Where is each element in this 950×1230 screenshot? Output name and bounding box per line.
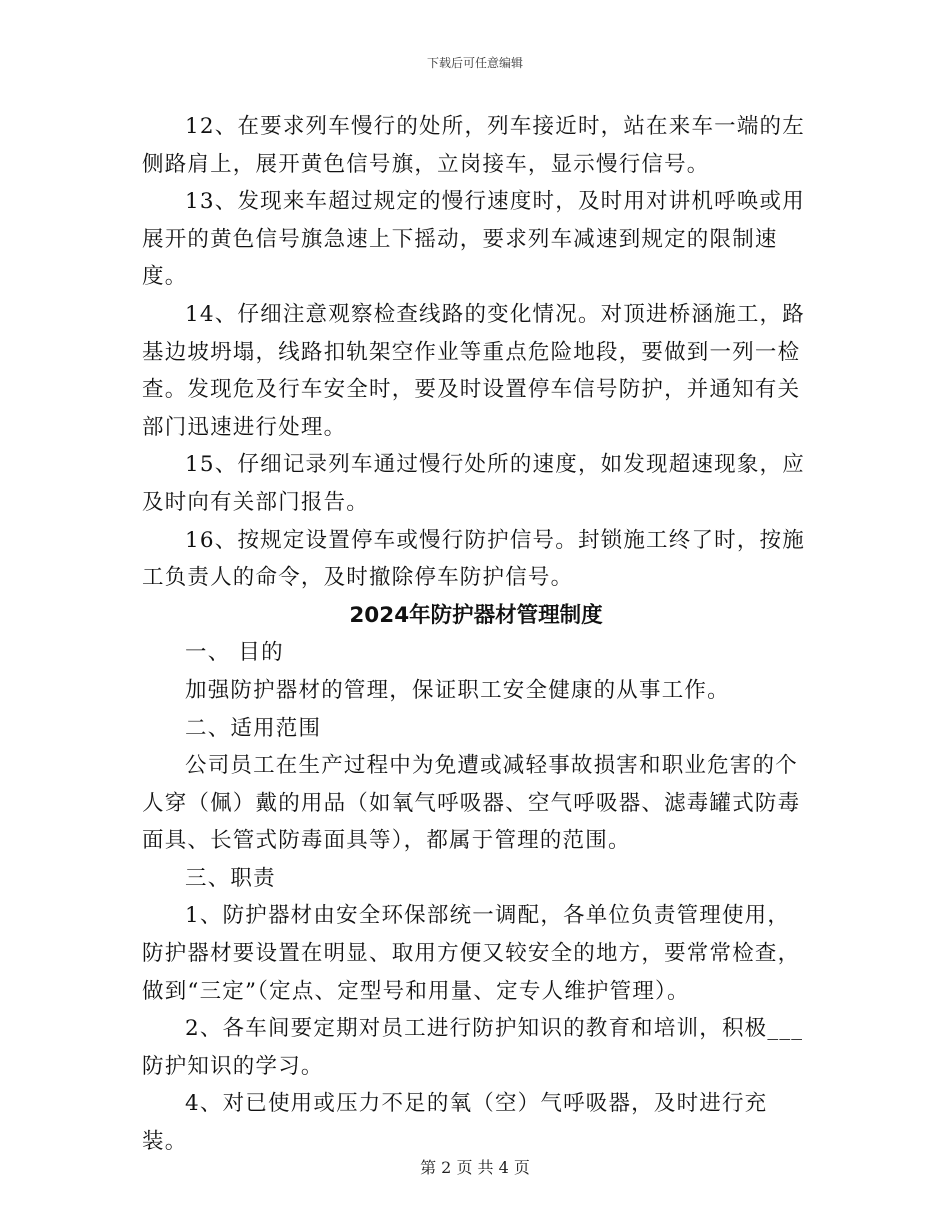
paragraph-12: 12、在要求列车慢行的处所，列车接近时，站在来车一端的左侧路肩上，展开黄色信号旗，立岗接车，显示慢行信号。	[142, 114, 805, 177]
paragraph-13: 13、发现来车超过规定的慢行速度时，及时用对讲机呼唤或用展开的黄色信号旗急速上下摇动，要求列车减速到规定的限制速度。	[142, 189, 805, 290]
section-title: 2024年防护器材管理制度	[349, 602, 603, 628]
duty-item-1: 1、防护器材由安全环保部统一调配，各单位负责管理使用，防护器材要设置在明显、取用方便又较安全的地方，要常常检查，做到“三定”（定点、定型号和用量、定专人维护管理）。	[142, 903, 801, 1004]
document-body	[142, 108, 810, 1161]
duty-item-2: 2、各车间要定期对员工进行防护知识的教育和培训，积极___防护知识的学习。	[142, 1016, 804, 1079]
paragraph-14: 14、仔细注意观察检查线路的变化情况。对顶进桥涵施工，路基边坡坍塌，线路扣轨架空作业等重点危险地段，要做到一列一检查。发现危及行车安全时，要及时设置停车信号防护，并通知有关部门迅速进行处理。	[142, 301, 805, 440]
paragraph-15: 15、仔细记录列车通过慢行处所的速度，如发现超速现象，应及时向有关部门报告。	[142, 452, 805, 515]
heading-scope: 二、适用范围	[185, 715, 322, 741]
paragraph-16: 16、按规定设置停车或慢行防护信号。封锁施工终了时，按施工负责人的命令，及时撤除停车防护信号。	[142, 527, 805, 591]
page-number: 第 2 页 共 4 页	[420, 1158, 530, 1177]
purpose-text: 加强防护器材的管理，保证职工安全健康的从事工作。	[185, 677, 730, 703]
heading-purpose: 一、 目的	[185, 640, 284, 666]
heading-duties: 三、职责	[185, 865, 276, 891]
page-header: 下载后可任意编辑	[426, 56, 523, 70]
scope-text: 公司员工在生产过程中为免遭或减轻事故损害和职业危害的个人穿（佩）戴的用品（如氧气呼吸器、空气呼吸器、滤毒罐式防毒面具、长管式防毒面具等），都属于管理的范围。	[142, 753, 801, 854]
duty-item-4: 4、对已使用或压力不足的氧（空）气呼吸器，及时进行充装。	[142, 1091, 768, 1155]
